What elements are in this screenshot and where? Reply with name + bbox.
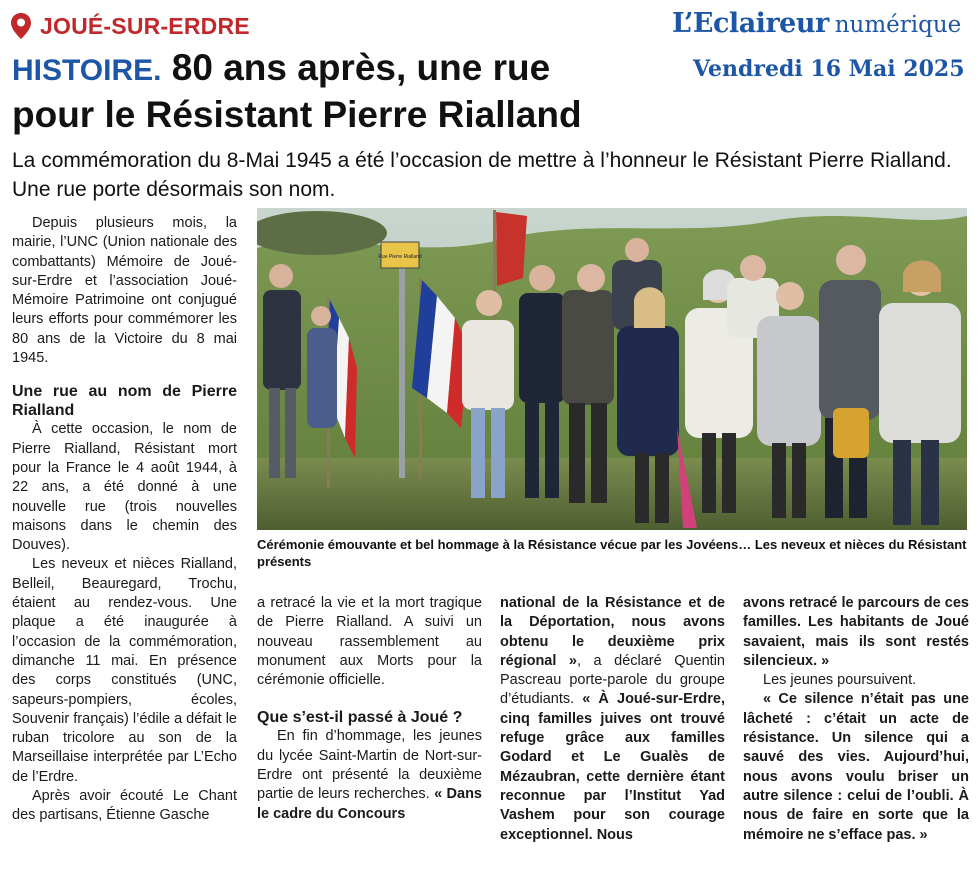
- headline-line1: 80 ans après, une rue: [171, 47, 551, 88]
- quote-text: « À Joué-sur-Erdre, cinq familles juives ont trouvé refuge grâce aux familles Godard et Le Gualès de Mézaubran, cette dernière étant reconnue par l’Institut Yad Vashem pour son courage exceptionnel. Nous: [500, 691, 725, 843]
- brand-suffix: numérique: [834, 12, 962, 38]
- quote-text: national de la Résistance et de la Déportation, nous avons obtenu le deuxième prix régional »: [500, 595, 725, 669]
- paragraph: [257, 727, 482, 823]
- location-tag: [10, 12, 250, 40]
- article-column-3: [500, 594, 725, 845]
- paragraph: [500, 594, 725, 845]
- article-column-4: [743, 594, 969, 845]
- subheading: Une rue au nom de Pierre Rialland: [12, 383, 237, 420]
- article-column-1: [12, 214, 237, 826]
- location-name: JOUÉ-SUR-ERDRE: [40, 12, 250, 39]
- article-column-2: [257, 594, 482, 824]
- lede: La commémoration du 8-Mai 1945 a été l’occasion de mettre à l’honneur le Résistant Pierre Rialland. Une rue porte désormais son nom.: [12, 149, 952, 201]
- paragraph: « Ce silence n’était pas une lâcheté : c’était un acte de résistance. Un silence qui a sauvé des vies. Aujourd’hui, nous avons voulu briser un autre silence : celui de l’oubli. À nous de faire en sorte que la mémoire ne s’efface pas. »: [743, 691, 969, 843]
- headline-line2: pour le Résistant Pierre Rialland: [12, 94, 582, 135]
- paragraph: Les jeunes poursuivent.: [763, 672, 917, 689]
- paragraph-text: En fin d’hommage, les jeunes du lycée Saint-Martin de Nort-sur-Erdre ont présenté la deuxième partie de leurs recherches.: [257, 728, 482, 803]
- paragraph-text: , a déclaré Quentin Pascreau porte-parole du groupe d’étudiants.: [500, 652, 725, 708]
- brand-name: L’Eclaireur: [672, 8, 829, 39]
- paragraph: À cette occasion, le nom de Pierre Rialland, Résistant mort pour la France le 4 août 1944, à 22 ans, a été donné à une nouvelle rue (trois nouvelles maisons dans le chemin des Douves).: [12, 421, 237, 554]
- headline-kicker: HISTOIRE.: [12, 54, 162, 87]
- publication-brand: [672, 8, 961, 39]
- headline: [12, 46, 702, 137]
- paragraph: Depuis plusieurs mois, la mairie, l’UNC (Union nationale des combattants) Mémoire de Joué-sur-Erdre et l’association Joué-Mémoire Patrimoine ont conjugué leurs efforts pour commémorer les 80 ans de la Victoire du 8 mai 1945.: [12, 215, 237, 367]
- map-pin-icon: [10, 12, 32, 40]
- paragraph: Les neveux et nièces Rialland, Belleil, Beauregard, Trochu, étaient au rendez-vous. Une plaque a été inaugurée à l’occasion de la commémoration, dimanche 11 mai. En présence des corps constitués (UNC, sapeurs-pompiers, écoles, Souvenir français) l’édile a défait le ruban tricolore au son de la Marseillaise interprétée par L’Echo de l’Erdre.: [12, 556, 237, 785]
- quote-text: « Dans le cadre du Concours: [257, 786, 482, 822]
- paragraph: Après avoir écouté Le Chant des partisans, Étienne Gasche: [12, 788, 237, 824]
- publication-date: Vendredi 16 Mai 2025: [693, 56, 965, 82]
- subheading: Que s’est-il passé à Joué ?: [257, 709, 463, 727]
- street-sign: Rue Pierre Rialland: [378, 254, 422, 260]
- photo-caption: Cérémonie émouvante et bel hommage à la Résistance vécue par les Jovéens… Les neveux et nièces du Résistant présents: [257, 537, 967, 569]
- paragraph: a retracé la vie et la mort tragique de Pierre Rialland. A suivi un nouveau rassemblement au monument aux Morts pour la cérémonie officielle.: [257, 595, 482, 689]
- paragraph: avons retracé le parcours de ces familles. Les habitants de Joué savaient, mais ils sont restés silencieux. »: [743, 595, 969, 669]
- article-photo: [257, 208, 967, 530]
